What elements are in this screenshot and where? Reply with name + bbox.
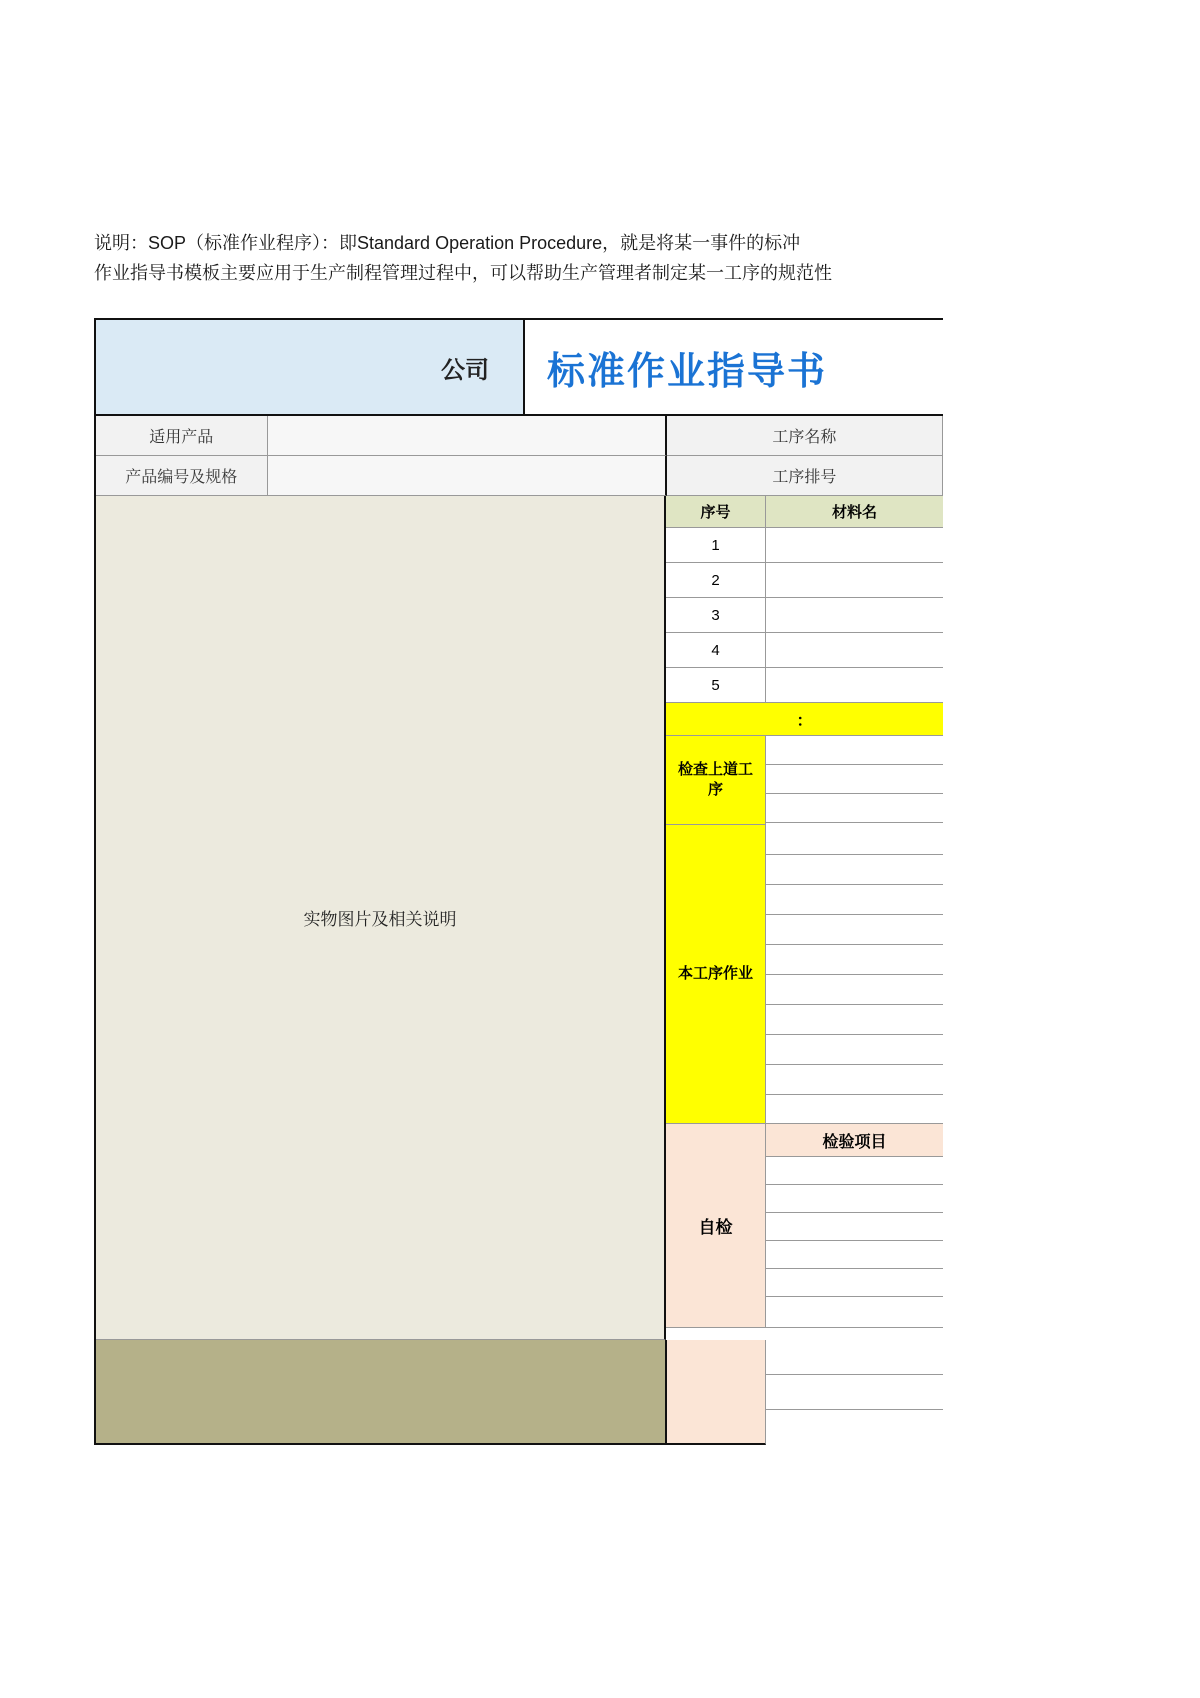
table-row[interactable] xyxy=(666,668,943,703)
material-row-no: 1 xyxy=(666,528,766,563)
material-col-no: 序号 xyxy=(666,496,766,528)
document-title: 标准作业指导书 xyxy=(525,320,943,416)
info-row-2 xyxy=(96,456,943,496)
list-item[interactable] xyxy=(766,945,943,975)
label-process-number: 工序排号 xyxy=(667,456,943,496)
list-item[interactable] xyxy=(766,885,943,915)
material-row-name[interactable] xyxy=(766,633,943,668)
material-row-no: 2 xyxy=(666,563,766,598)
self-check-column-header: 检验项目 xyxy=(766,1124,943,1157)
list-item[interactable] xyxy=(766,1095,943,1124)
group-rows-check-previous xyxy=(766,736,943,825)
note-line-2: 作业指导书模板主要应用于生产制程管理过程中，可以帮助生产管理者制定某一工序的规范性 xyxy=(94,263,832,283)
note-line-1: 说明：SOP（标准作业程序）：即Standard Operation Procedure，就是将某一事件的标冲 xyxy=(94,233,801,253)
label-process-name: 工序名称 xyxy=(667,416,943,456)
material-col-name: 材料名 xyxy=(766,496,943,528)
sop-description-note xyxy=(94,228,1154,288)
footer-peach-block xyxy=(667,1340,767,1445)
list-item[interactable] xyxy=(766,1297,943,1328)
material-row-name[interactable] xyxy=(766,598,943,633)
list-item[interactable] xyxy=(766,1410,943,1445)
list-item[interactable] xyxy=(766,975,943,1005)
sheet-body xyxy=(96,496,943,1340)
table-row[interactable] xyxy=(666,528,943,563)
material-row-name[interactable] xyxy=(766,668,943,703)
product-photo-pane[interactable]: 实物图片及相关说明 xyxy=(96,496,666,1340)
group-check-previous-process xyxy=(666,736,943,825)
list-item[interactable] xyxy=(766,1340,943,1375)
value-applicable-product[interactable] xyxy=(268,416,667,456)
list-item[interactable] xyxy=(766,736,943,765)
list-item[interactable] xyxy=(766,794,943,823)
value-product-code-spec[interactable] xyxy=(268,456,667,496)
footer-entry-block xyxy=(766,1340,943,1445)
list-item[interactable] xyxy=(766,855,943,885)
group-current-process-operation xyxy=(666,825,943,1124)
operation-section-bar: ： xyxy=(666,703,943,736)
list-item[interactable] xyxy=(766,1269,943,1297)
list-item[interactable] xyxy=(766,765,943,794)
list-item[interactable] xyxy=(766,1157,943,1185)
sheet-header-row xyxy=(96,320,943,416)
table-row[interactable] xyxy=(666,598,943,633)
list-item[interactable] xyxy=(766,1005,943,1035)
list-item[interactable] xyxy=(766,1185,943,1213)
material-row-name[interactable] xyxy=(766,563,943,598)
group-label-current-process: 本工序作业 xyxy=(666,825,766,1124)
material-table-header xyxy=(666,496,943,528)
list-item[interactable] xyxy=(766,915,943,945)
material-row-no: 5 xyxy=(666,668,766,703)
group-self-check xyxy=(666,1124,943,1328)
material-row-no: 3 xyxy=(666,598,766,633)
list-item[interactable] xyxy=(766,1065,943,1095)
group-rows-self-check xyxy=(766,1124,943,1328)
group-label-self-check: 自检 xyxy=(666,1124,766,1328)
list-item[interactable] xyxy=(766,1035,943,1065)
table-row[interactable] xyxy=(666,563,943,598)
list-item[interactable] xyxy=(766,1241,943,1269)
right-pane xyxy=(666,496,943,1340)
material-row-no: 4 xyxy=(666,633,766,668)
group-label-check-previous: 检查上道工序 xyxy=(666,736,766,825)
material-row-name[interactable] xyxy=(766,528,943,563)
table-row[interactable] xyxy=(666,633,943,668)
list-item[interactable] xyxy=(766,1213,943,1241)
sheet-footer xyxy=(96,1340,943,1445)
list-item[interactable] xyxy=(766,825,943,855)
label-product-code-spec: 产品编号及规格 xyxy=(96,456,268,496)
company-name-cell[interactable]: 公司 xyxy=(96,320,525,416)
group-rows-current-process xyxy=(766,825,943,1124)
label-applicable-product: 适用产品 xyxy=(96,416,268,456)
footer-olive-block xyxy=(96,1340,667,1445)
info-row-1 xyxy=(96,416,943,456)
sop-sheet xyxy=(94,318,943,1445)
list-item[interactable] xyxy=(766,1375,943,1410)
